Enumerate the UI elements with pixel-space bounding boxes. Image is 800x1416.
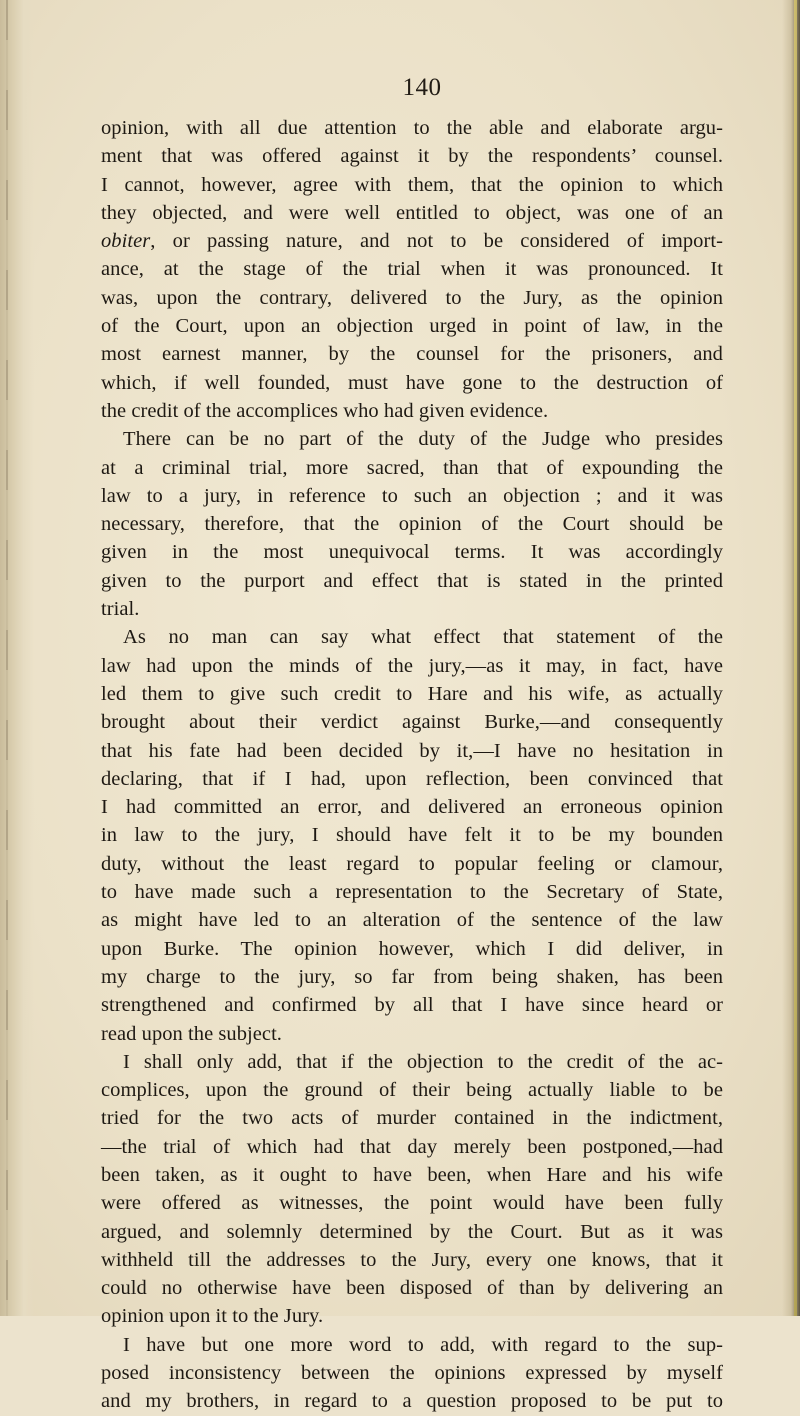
page-binding-shadow: [0, 0, 34, 1316]
text-line: ance, at the stage of the trial when it was pronounced. It: [101, 258, 723, 281]
text-line: to have made such a representation to the Secretary of State,: [101, 881, 723, 904]
text-line: —the trial of which had that day merely been postponed,—had: [101, 1135, 723, 1158]
italic-word: obiter: [101, 230, 151, 253]
text-line: was, upon the contrary, delivered to the Jury, as the opinion: [101, 286, 723, 309]
text-line: I shall only add, that if the objection to the credit of the ac-: [123, 1050, 723, 1073]
text-line: necessary, therefore, that the opinion of the Court should be: [101, 513, 723, 536]
text-line: given in the most unequivocal terms. It was accordingly: [101, 541, 723, 564]
text-line: ment that was offered against it by the respondents’ counsel.: [101, 145, 723, 168]
text-line: led them to give such credit to Hare and his wife, as actually: [101, 682, 723, 705]
text-line: at a criminal trial, more sacred, than that of expounding the: [101, 456, 723, 479]
text-line: As no man can say what effect that statement of the: [123, 626, 723, 649]
text-line: could no otherwise have been disposed of than by delivering an: [101, 1277, 723, 1300]
body-text: [101, 114, 723, 1416]
page-number: 140: [402, 74, 442, 101]
text-line: duty, without the least regard to popular feeling or clamour,: [101, 852, 723, 875]
text-line: law had upon the minds of the jury,—as it may, in fact, have: [101, 654, 723, 677]
text-line: withheld till the addresses to the Jury, every one knows, that it: [101, 1248, 723, 1271]
page-edge: [782, 0, 800, 1316]
text-line: law to a jury, in reference to such an objection ; and it was: [101, 484, 723, 507]
text-line: of the Court, upon an objection urged in point of law, in the: [101, 315, 723, 338]
text-line: been taken, as it ought to have been, when Hare and his wife: [101, 1163, 723, 1186]
text-line: as might have led to an alteration of the sentence of the law: [101, 909, 723, 932]
text-line: upon Burke. The opinion however, which I did deliver, in: [101, 937, 723, 960]
text-line: strengthened and confirmed by all that I have since heard or: [101, 994, 723, 1017]
text-line: which, if well founded, must have gone to the destruction of: [101, 371, 723, 394]
text-line: my charge to the jury, so far from being shaken, has been: [101, 965, 723, 988]
text-line: complices, upon the ground of their being actually liable to be: [101, 1079, 723, 1102]
text-line: given to the purport and effect that is stated in the printed: [101, 569, 723, 592]
text-line: opinion upon it to the Jury.: [101, 1305, 324, 1328]
text-line: in law to the jury, I should have felt it to be my bounden: [101, 824, 723, 847]
text-line: I cannot, however, agree with them, that the opinion to which: [101, 173, 723, 196]
text-line: argued, and solemnly determined by the Court. But as it was: [101, 1220, 723, 1243]
text-line: I had committed an error, and delivered an erroneous opinion: [101, 796, 723, 819]
text-line: tried for the two acts of murder contained in the indictment,: [101, 1107, 723, 1130]
text-line: were offered as witnesses, the point would have been fully: [101, 1192, 723, 1215]
text-line: and my brothers, in regard to a question proposed to be put to: [101, 1390, 723, 1413]
text-line: declaring, that if I had, upon reflection, been convinced that: [101, 767, 723, 790]
text-line: I have but one more word to add, with regard to the sup-: [123, 1333, 723, 1356]
text-line: the credit of the accomplices who had given evidence.: [101, 399, 549, 422]
text-line: trial.: [101, 598, 140, 621]
text-line: opinion, with all due attention to the able and elaborate argu-: [101, 117, 723, 139]
text-line: There can be no part of the duty of the Judge who presides: [123, 428, 723, 451]
text-line: read upon the subject.: [101, 1022, 282, 1045]
text-line: that his fate had been decided by it,—I have no hesitation in: [101, 739, 723, 762]
text-line: most earnest manner, by the counsel for the prisoners, and: [101, 343, 723, 366]
text-line: posed inconsistency between the opinions expressed by myself: [101, 1362, 723, 1385]
text-line: obiter, or passing nature, and not to be considered of import-: [101, 230, 723, 253]
text-line: they objected, and were well entitled to object, was one of an: [101, 201, 723, 224]
text-line: brought about their verdict against Burke,—and consequently: [101, 711, 723, 734]
